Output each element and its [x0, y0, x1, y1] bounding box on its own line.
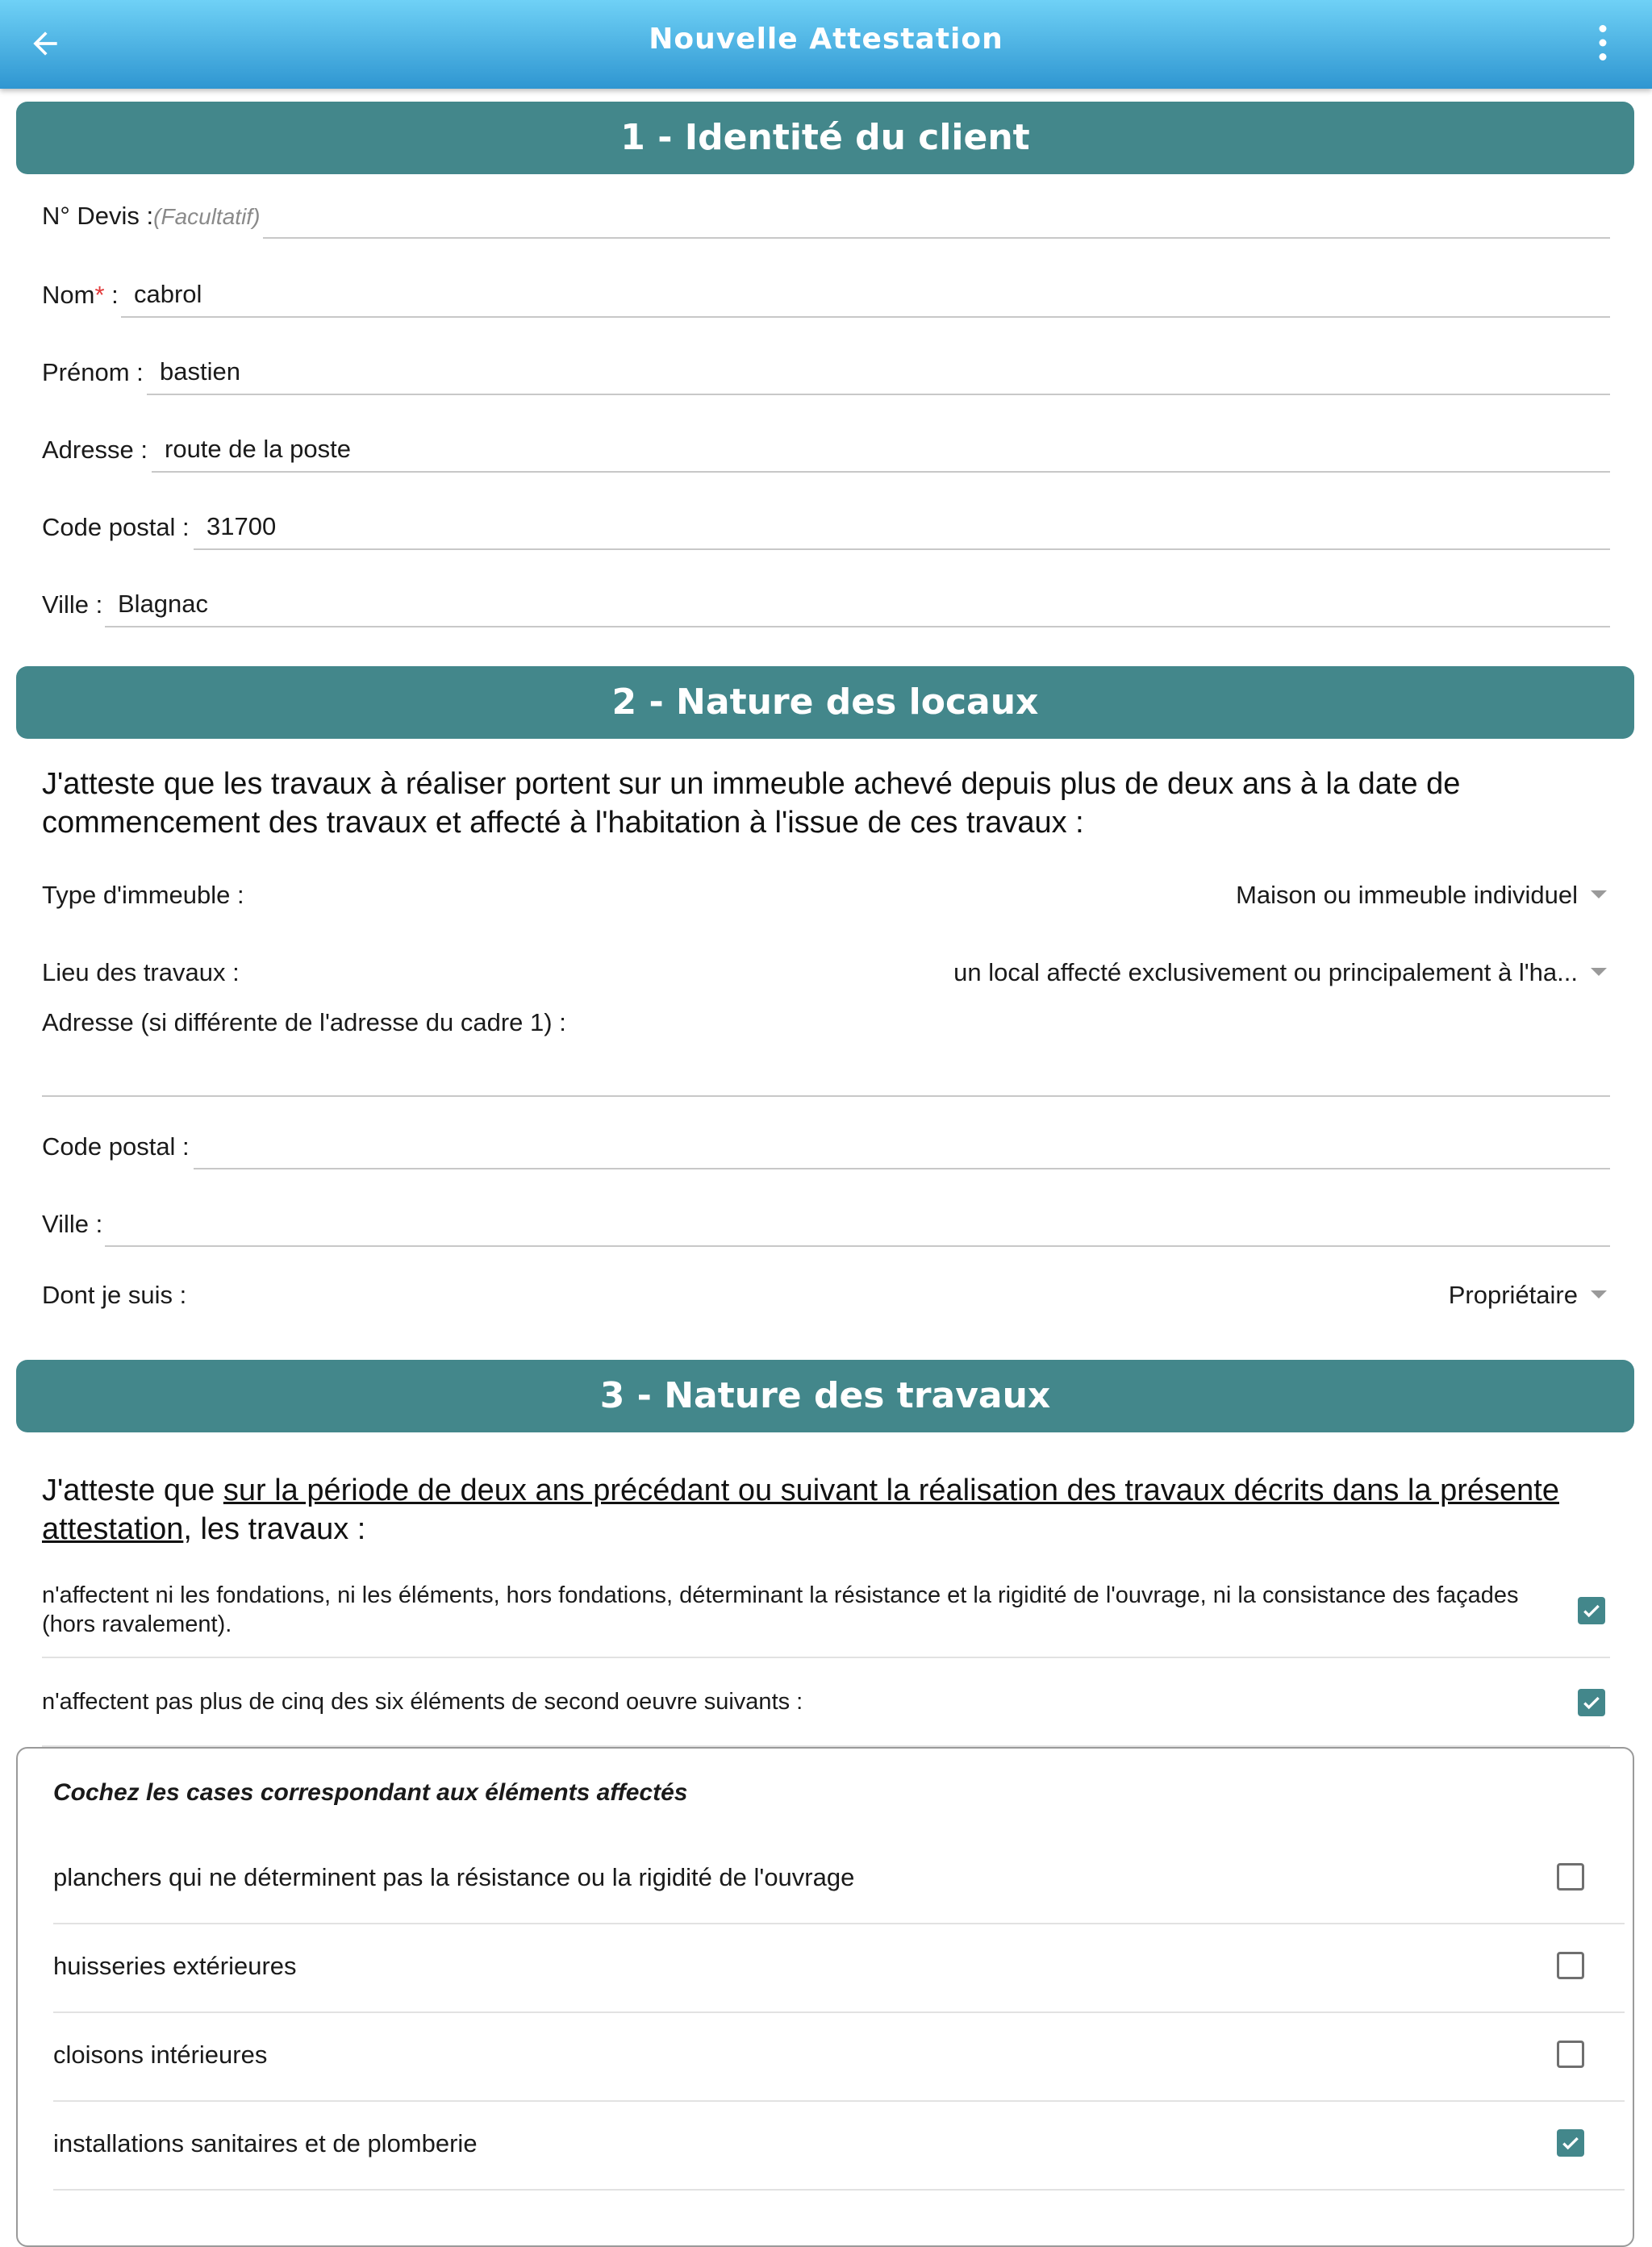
adresse-field	[42, 427, 1610, 476]
dont-je-suis-value[interactable]: Propriétaire	[1448, 1281, 1578, 1309]
code-postal-field	[42, 505, 1610, 553]
caret-down-icon[interactable]	[1591, 890, 1607, 898]
item-planchers-label: planchers qui ne déterminent pas la résistance ou la rigidité de l'ouvrage	[53, 1863, 855, 1891]
dont-je-suis-label: Dont je suis :	[42, 1281, 187, 1309]
lieu-travaux-select[interactable]	[42, 948, 1610, 997]
item-cloisons[interactable]	[53, 2011, 1625, 2102]
code-postal-travaux-field	[42, 1124, 1610, 1173]
adresse-travaux-label: Adresse (si différente de l'adresse du cadre 1) :	[42, 1008, 566, 1036]
item-planchers[interactable]	[53, 1834, 1625, 1924]
type-immeuble-value[interactable]: Maison ou immeuble individuel	[1236, 881, 1578, 909]
nom-input[interactable]	[121, 273, 1610, 318]
intro-underlined-text: sur la période de deux ans précédant ou suivant la réalisation des travaux décrits dans la présente attestation	[42, 1474, 1559, 1546]
code-postal-travaux-input[interactable]	[194, 1124, 1610, 1169]
intro-text-end: , les travaux :	[183, 1512, 366, 1546]
item-huisseries[interactable]	[53, 1923, 1625, 2013]
adresse-travaux-input[interactable]	[42, 1052, 1610, 1097]
check-second-oeuvre-checkbox[interactable]	[1578, 1689, 1605, 1716]
adresse-input[interactable]	[152, 427, 1610, 473]
check-second-oeuvre-text: n'affectent pas plus de cinq des six éléments de second oeuvre suivants :	[42, 1689, 803, 1715]
prenom-input[interactable]	[147, 350, 1610, 395]
check-fondations-text: n'affectent ni les fondations, ni les éléments, hors fondations, déterminant la résistance et la rigidité de l'ouvrage, ni la consistance des façades (hors ravalement).	[42, 1582, 1519, 1637]
item-planchers-checkbox[interactable]	[1557, 1863, 1584, 1891]
item-cloisons-label: cloisons intérieures	[53, 2041, 268, 2069]
nom-field	[42, 273, 1610, 321]
lieu-travaux-label: Lieu des travaux :	[42, 958, 240, 986]
code-postal-label: Code postal :	[42, 513, 190, 541]
type-immeuble-select[interactable]	[42, 871, 1610, 919]
required-asterisk: *	[94, 281, 105, 309]
app-bar	[0, 0, 1652, 89]
checkmark-icon	[1560, 2132, 1581, 2153]
ville-travaux-field	[42, 1202, 1610, 1250]
nom-label: Nom	[42, 281, 95, 309]
item-sanitaires-label: installations sanitaires et de plomberie	[53, 2129, 478, 2157]
code-postal-input[interactable]	[194, 505, 1610, 550]
devis-optional-hint: (Facultatif)	[153, 204, 261, 229]
item-huisseries-checkbox[interactable]	[1557, 1952, 1584, 1979]
checkmark-icon	[1581, 1692, 1602, 1713]
check-fondations-checkbox[interactable]	[1578, 1597, 1605, 1624]
item-sanitaires-checkbox[interactable]	[1557, 2129, 1584, 2157]
more-vert-icon[interactable]	[1591, 23, 1615, 63]
caret-down-icon[interactable]	[1591, 968, 1607, 976]
item-sanitaires[interactable]	[53, 2100, 1625, 2191]
section-1-header: 1 - Identité du client	[16, 102, 1634, 174]
ville-travaux-label: Ville :	[42, 1210, 103, 1238]
intro-text: J'atteste que	[42, 1474, 223, 1507]
devis-input[interactable]	[263, 194, 1610, 239]
card-hint: Cochez les cases correspondant aux éléments affectés	[53, 1779, 688, 1806]
section-3-header: 3 - Nature des travaux	[16, 1360, 1634, 1432]
nom-label-suffix: :	[104, 281, 119, 309]
item-huisseries-label: huisseries extérieures	[53, 1952, 297, 1980]
ville-field	[42, 582, 1610, 631]
nature-travaux-intro	[42, 1471, 1615, 1549]
devis-label: N° Devis :	[42, 202, 154, 230]
prenom-field	[42, 350, 1610, 398]
section-2-header: 2 - Nature des locaux	[16, 666, 1634, 739]
adresse-label: Adresse :	[42, 436, 148, 464]
code-postal-travaux-label: Code postal :	[42, 1132, 190, 1161]
page-title: Nouvelle Attestation	[649, 23, 1003, 56]
dont-je-suis-select[interactable]	[42, 1271, 1610, 1319]
item-cloisons-checkbox[interactable]	[1557, 2041, 1584, 2068]
prenom-label: Prénom :	[42, 358, 144, 386]
ville-travaux-input[interactable]	[105, 1202, 1610, 1247]
ville-label: Ville :	[42, 590, 103, 619]
lieu-travaux-value[interactable]: un local affecté exclusivement ou principalement à l'ha...	[953, 958, 1578, 986]
checkmark-icon	[1581, 1600, 1602, 1621]
ville-input[interactable]	[105, 582, 1610, 627]
check-fondations-row[interactable]	[42, 1578, 1610, 1658]
caret-down-icon[interactable]	[1591, 1290, 1607, 1299]
type-immeuble-label: Type d'immeuble :	[42, 881, 244, 909]
adresse-travaux-field	[42, 1008, 1610, 1100]
elements-affectes-card	[16, 1747, 1634, 2247]
check-second-oeuvre-row[interactable]	[42, 1657, 1610, 1747]
devis-field	[42, 194, 1610, 242]
nature-locaux-intro: J'atteste que les travaux à réaliser portent sur un immeuble achevé depuis plus de deux ans à la date de commencement des travaux et affecté à l'habitation à l'issue de ces travaux :	[42, 767, 1461, 840]
